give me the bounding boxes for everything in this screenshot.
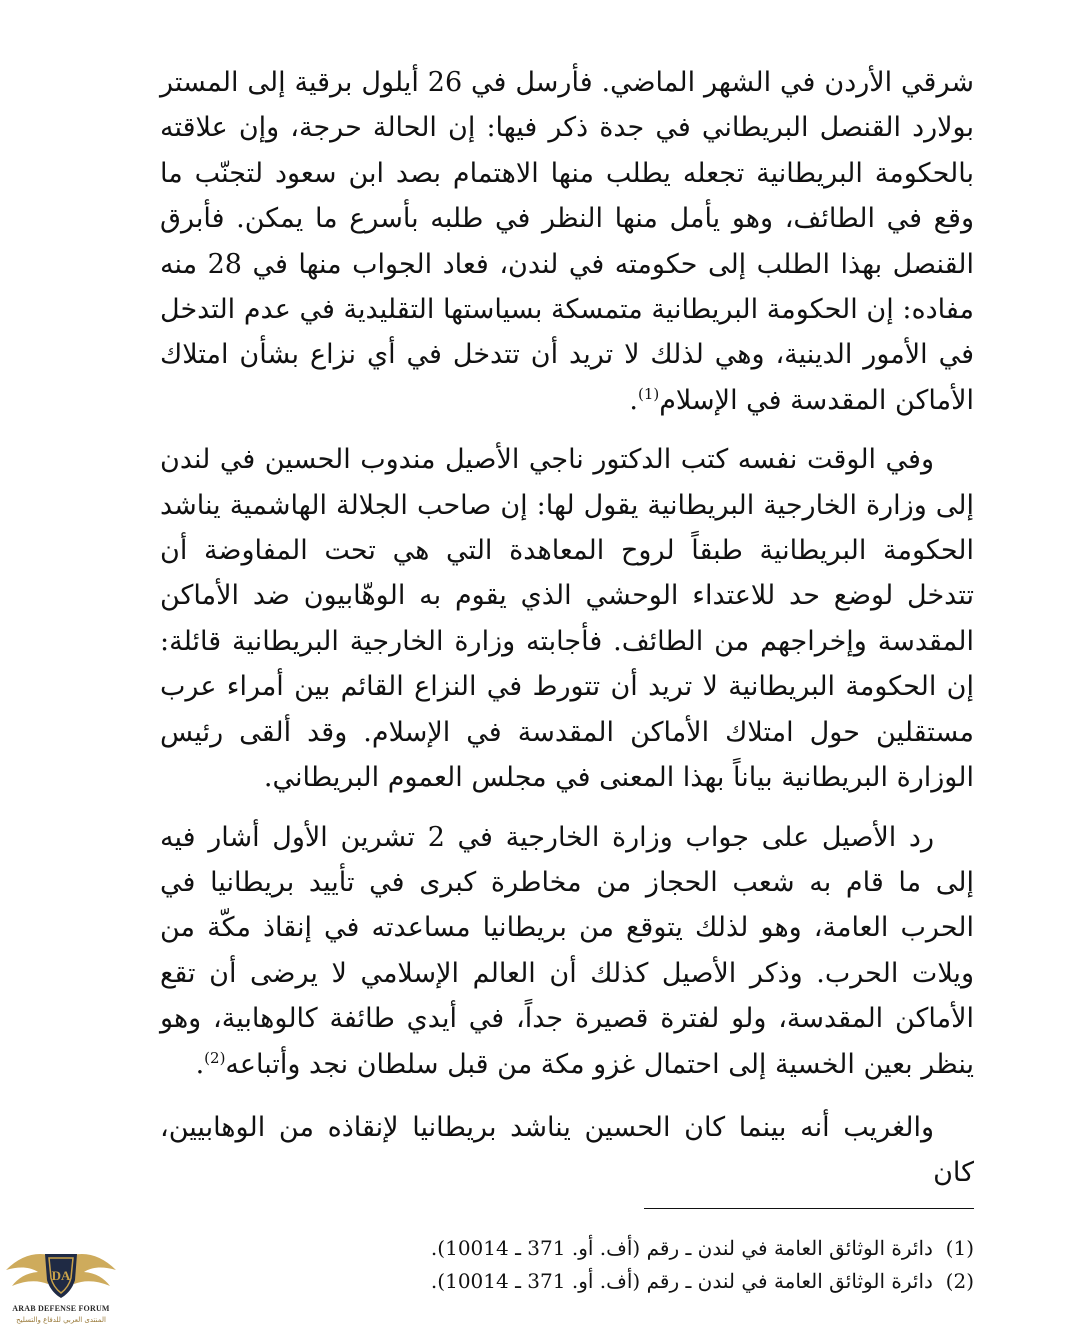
footnote-divider	[644, 1208, 974, 1209]
footnote-1-text: دائرة الوثائق العامة في لندن ـ رقم (أف. أو. 371 ـ 10014).	[430, 1236, 933, 1260]
footnote-1-marker: (1)	[945, 1236, 974, 1260]
paragraph-1	[160, 60, 974, 423]
footnote-1	[274, 1232, 974, 1265]
paragraph-3-text: رد الأصيل على جواب وزارة الخارجية في 2 تشرين الأول أشار فيه إلى ما قام به شعب الحجاز من مخاطرة كبرى في تأييد بريطانيا في الحرب العامة، وهو لذلك يتوقع من بريطانيا مساعدته في إنقاذ مكّة من ويلات الحرب. وذكر الأصيل كذلك أن العالم الإسلامي لا يرضى أن تقع الأماكن المقدسة، ولو لفترة قصيرة جداً، في أيدي طائفة كالوهابية، وهو ينظر بعين الخسية إلى احتمال غزو مكة من قبل سلطان نجد وأتباعه	[160, 821, 974, 1080]
footnotes	[274, 1232, 974, 1298]
paragraph-4: والغريب أنه بينما كان الحسين يناشد بريطانيا لإنقاذه من الوهابيين، كان	[160, 1111, 974, 1189]
footnote-2-marker: (2)	[945, 1269, 974, 1293]
paragraph-3	[160, 815, 974, 1087]
footnote-ref-2: (2)	[204, 1048, 226, 1067]
footnote-ref-1: (1)	[637, 384, 660, 403]
footnote-2	[274, 1265, 974, 1298]
paragraph-1-text: شرقي الأردن في الشهر الماضي. فأرسل في 26 أيلول برقية إلى المستر بولارد القنصل البريطاني في جدة ذكر فيها: إن الحالة حرجة، وإن علاقته بالحكومة البريطانية تجعله يطلب منها الاهتمام بصد ابن سعود لتجنّب ما وقع في الطائف، وهو يأمل منها النظر في طلبه بأسرع ما يمكن. فأبرق القنصل بهذا الطلب إلى حكومته في لندن، فعاد الجواب منها في 28 منه مفاده: إن الحكومة البريطانية متمسكة بسياستها التقليدية في عدم التدخل في الأمور الدينية، وهي لذلك لا تريد أن تتدخل في أي نزاع بشأن امتلاك الأماكن المقدسة في الإسلام	[160, 67, 975, 416]
logo-initials: DA	[51, 1268, 71, 1283]
logo-name-en: ARAB DEFENSE FORUM	[12, 1304, 110, 1313]
page-body	[160, 60, 974, 1196]
paragraph-3-end: .	[195, 1048, 205, 1080]
logo-name-ar: المنتدى العربي للدفاع والتسليح	[16, 1316, 106, 1324]
paragraph-2: وفي الوقت نفسه كتب الدكتور ناجي الأصيل مندوب الحسين في لندن إلى وزارة الخارجية البريطانية يقول لها: إن صاحب الجلالة الهاشمية يناشد الحكومة البريطانية طبقاً لروح المعاهدة التي هي تحت المفاوضة أن تتدخل لوضع حد للاعتداء الوحشي الذي يقوم به الوهّابيون ضد الأماكن المقدسة وإخراجهم من الطائف. فأجابته وزارة الخارجية البريطانية قائلة: إن الحكومة البريطانية لا تريد أن تتورط في النزاع القائم بين أمراء عرب مستقلين حول امتلاك الأماكن المقدسة في الإسلام. وقد ألقى رئيس الوزارة البريطانية بياناً بهذا المعنى في مجلس العموم البريطاني.	[160, 444, 974, 794]
eagle-shield-icon	[0, 1240, 122, 1304]
forum-watermark-logo	[0, 1240, 122, 1332]
paragraph-1-end: .	[629, 384, 638, 416]
footnote-2-text: دائرة الوثائق العامة في لندن ـ رقم (أف. أو. 371 ـ 10014).	[430, 1269, 933, 1293]
